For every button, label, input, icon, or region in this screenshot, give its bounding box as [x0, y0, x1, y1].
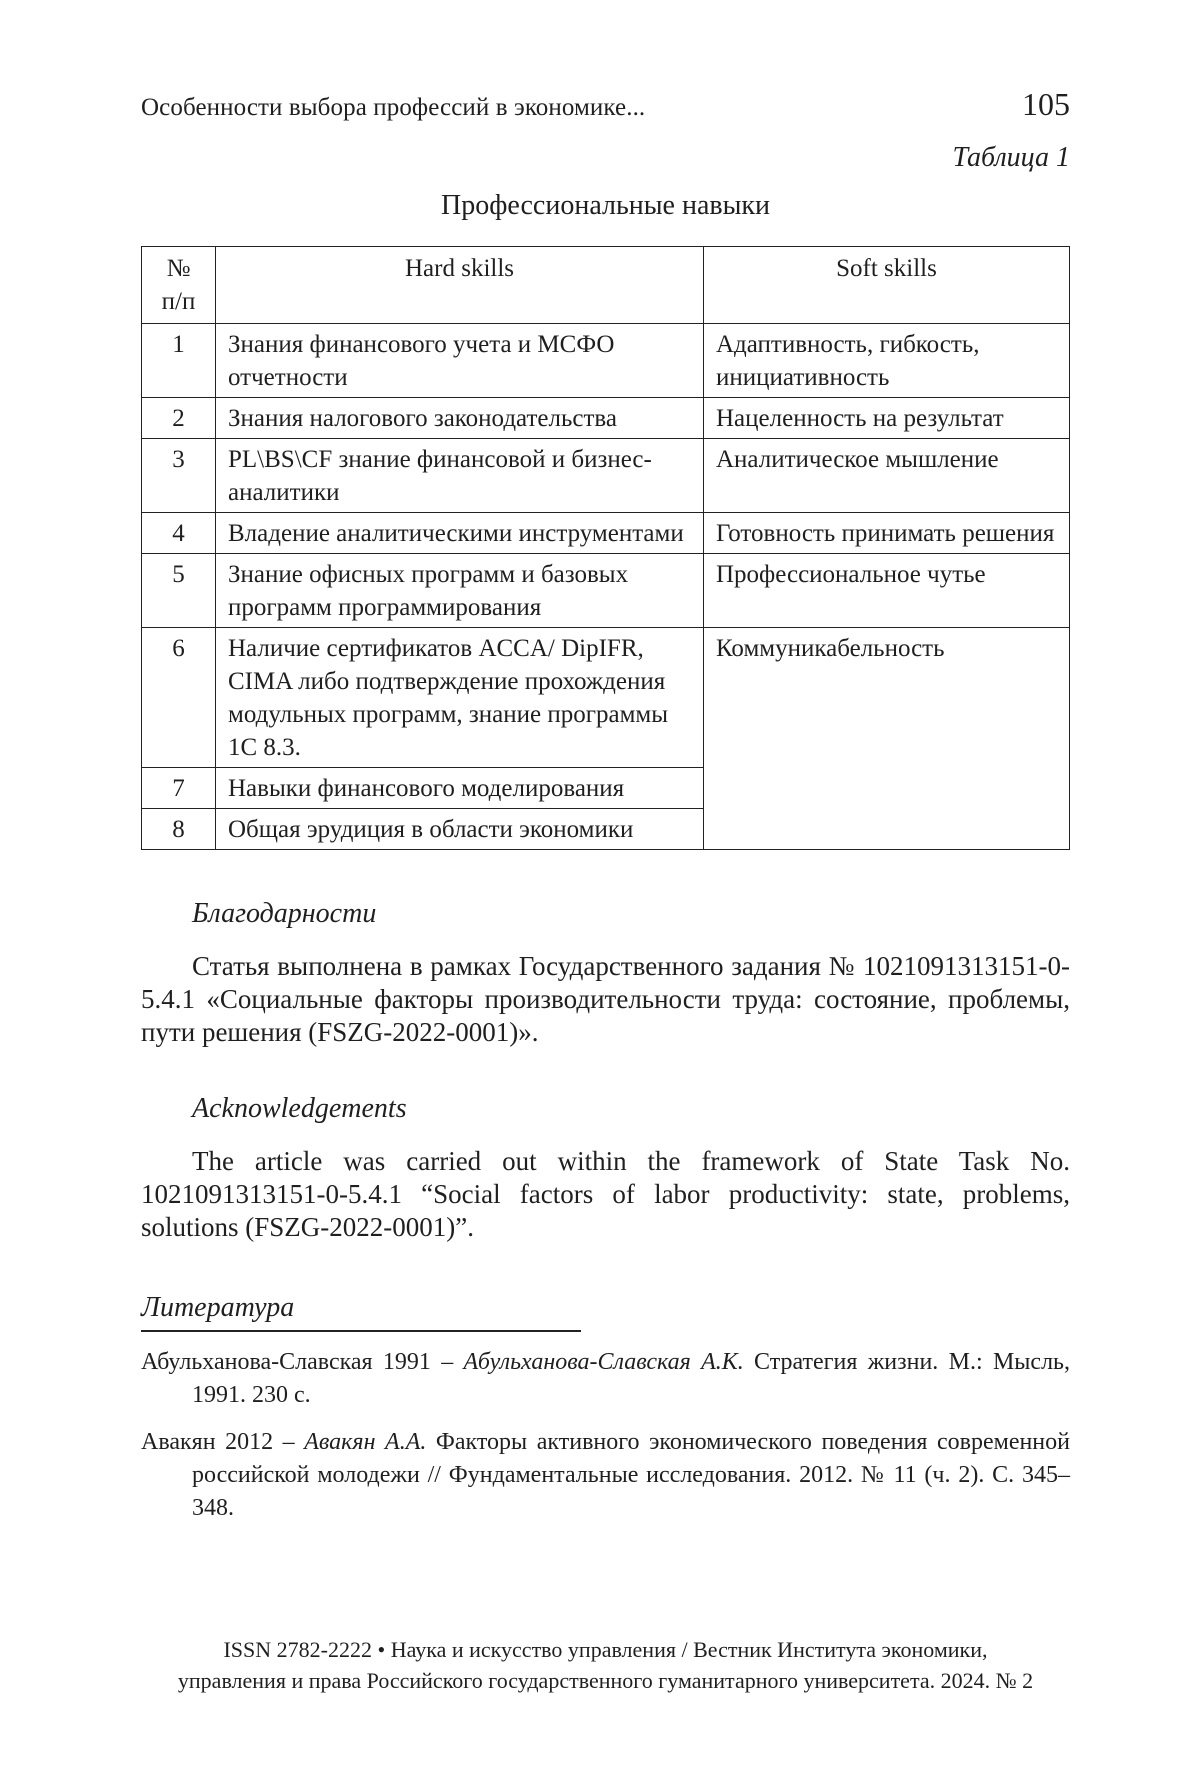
hard-skill-cell: Знание офисных программ и базовых программ программирования [216, 554, 704, 628]
row-number: 1 [142, 324, 216, 398]
acknowledgements-ru-text: Статья выполнена в рамках Государственного задания № 1021091313151-0-5.4.1 «Социальные факторы производительности труда: состояние, проблемы, пути решения (FSZG-2022-0001)». [141, 951, 1070, 1047]
reference-key: Авакян 2012 – [141, 1429, 305, 1455]
soft-skill-cell: Профессиональное чутье [704, 554, 1070, 628]
table-row [142, 628, 1070, 768]
soft-skill-cell: Аналитическое мышление [704, 439, 1070, 513]
reference-key: Абульханова-Славская 1991 – [141, 1349, 464, 1375]
hard-skill-cell: Знания налогового законодательства [216, 398, 704, 439]
footer-line-1: ISSN 2782-2222 • Наука и искусство управления / Вестник Института экономики, [223, 1637, 988, 1662]
hard-skill-cell: Наличие сертификатов ACCA/ DipIFR, CIMA либо подтверждение прохождения модульных программ, знание программы 1С 8.3. [216, 628, 704, 768]
table-label: Таблица 1 [952, 142, 1070, 173]
column-header-soft-skills: Soft skills [704, 247, 1070, 324]
skills-table [141, 246, 1070, 850]
literature-heading: Литература [141, 1292, 581, 1332]
row-number: 3 [142, 439, 216, 513]
hard-skill-cell: Владение аналитическими инструментами [216, 513, 704, 554]
soft-skill-cell: Нацеленность на результат [704, 398, 1070, 439]
footer-line-2: управления и права Российского государственного гуманитарного университета. 2024. № 2 [177, 1668, 1034, 1693]
row-number: 4 [142, 513, 216, 554]
reference-entry [141, 1426, 1070, 1525]
soft-skill-cell: Готовность принимать решения [704, 513, 1070, 554]
row-number: 2 [142, 398, 216, 439]
table-row [142, 439, 1070, 513]
reference-author: Авакян А.А. [304, 1429, 427, 1455]
hard-skill-cell: Общая эрудиция в области экономики [216, 809, 704, 850]
table-row [142, 324, 1070, 398]
reference-author: Абульханова-Славская А.К. [463, 1349, 744, 1375]
row-number: 6 [142, 628, 216, 768]
reference-entry [141, 1346, 1070, 1412]
page-number: 105 [1022, 86, 1070, 122]
table-header-row [142, 247, 1070, 324]
acknowledgements-en-text: The article was carried out within the framework of State Task No. 1021091313151-0-5.4.1 “Social factors of labor productivity: state, problems, solutions (FSZG-2022-0001)”. [141, 1146, 1070, 1242]
row-number: 5 [142, 554, 216, 628]
running-title: Особенности выбора профессий в экономике... [141, 94, 646, 121]
reference-details: Факторы активного экономического поведения современной российской молодежи // Фундаментальные исследования. 2012. № 11 (ч. 2). С. 345–348. [192, 1429, 1070, 1521]
hard-skill-cell: Знания финансового учета и МСФО отчетности [216, 324, 704, 398]
acknowledgements-ru-heading: Благодарности [192, 898, 377, 929]
table-title: Профессиональные навыки [441, 190, 770, 221]
row-number: 7 [142, 768, 216, 809]
page [141, 86, 1070, 1525]
column-header-number: № п/п [142, 247, 216, 324]
column-header-hard-skills: Hard skills [216, 247, 704, 324]
running-header [141, 86, 1070, 130]
table-row [142, 554, 1070, 628]
acknowledgements-en-heading: Acknowledgements [192, 1093, 407, 1124]
soft-skill-cell: Коммуникабельность [704, 628, 1070, 850]
table-row [142, 513, 1070, 554]
journal-footer [141, 1634, 1070, 1696]
table-row [142, 398, 1070, 439]
hard-skill-cell: PL\BS\CF знание финансовой и бизнес-аналитики [216, 439, 704, 513]
row-number: 8 [142, 809, 216, 850]
soft-skill-cell: Адаптивность, гибкость, инициативность [704, 324, 1070, 398]
hard-skill-cell: Навыки финансового моделирования [216, 768, 704, 809]
reference-details: Стратегия жизни. М.: Мысль, 1991. 230 с. [192, 1349, 1070, 1408]
